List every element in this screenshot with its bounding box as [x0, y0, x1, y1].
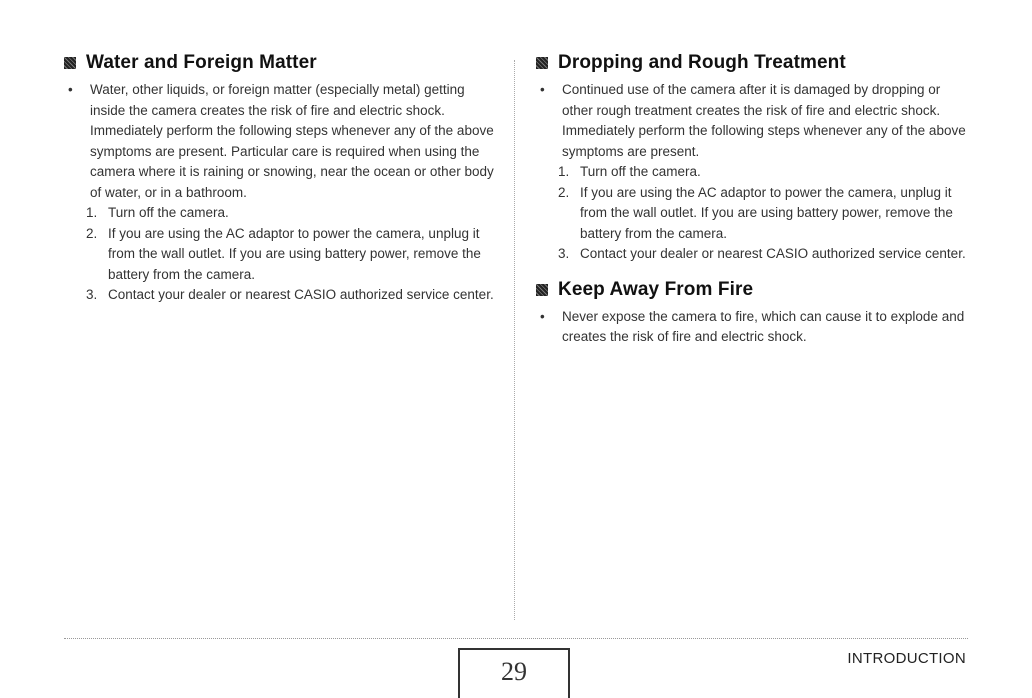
- section-heading-dropping: Dropping and Rough Treatment: [536, 52, 968, 74]
- square-bullet-icon: [536, 57, 548, 69]
- column-divider: [514, 60, 515, 620]
- bullet-text: Never expose the camera to fire, which can cause it to explode and creates the risk of fire and electric shock.: [562, 308, 965, 344]
- section-label: INTRODUCTION: [847, 650, 966, 667]
- section-heading-fire: Keep Away From Fire: [536, 279, 968, 301]
- bullet-text: Continued use of the camera after it is damaged by dropping or other rough treatment creates the risk of fire and electric shock. Immediately perform the following steps whenever any of the above symptoms are present.: [562, 82, 966, 159]
- step-item: 1. Turn off the camera.: [558, 164, 701, 179]
- bullet-dot-icon: •: [540, 82, 545, 97]
- steps-list: [64, 203, 494, 306]
- bullet-item: [536, 80, 968, 162]
- footer-divider: [64, 638, 968, 639]
- section-heading-water: Water and Foreign Matter: [64, 52, 494, 74]
- bullet-dot-icon: •: [540, 308, 545, 324]
- steps-list: [536, 162, 968, 265]
- square-bullet-icon: [64, 57, 76, 69]
- step-item: 1. Turn off the camera.: [86, 205, 229, 220]
- bullet-item: [536, 307, 968, 348]
- step-item: 3. Contact your dealer or nearest CASIO authorized service center.: [86, 287, 494, 302]
- bullet-text: Water, other liquids, or foreign matter (especially metal) getting inside the camera creates the risk of fire and electric shock. Immediately perform the following steps whenever any of the above symptoms are present. Particular care is required when using the camera where it is raining or snowing, near the ocean or other body of water, or in a bathroom.: [90, 82, 494, 200]
- page-number: 29: [458, 648, 570, 698]
- step-item: 2. If you are using the AC adaptor to power the camera, unplug it from the wall outlet. If you are using battery power, remove the battery from the camera.: [558, 184, 953, 241]
- step-item: 2. If you are using the AC adaptor to power the camera, unplug it from the wall outlet. If you are using battery power, remove the battery from the camera.: [86, 225, 481, 282]
- step-item: 3. Contact your dealer or nearest CASIO authorized service center.: [558, 246, 966, 261]
- bullet-item: [64, 80, 494, 203]
- bullet-dot-icon: •: [68, 82, 73, 97]
- left-column: [64, 52, 494, 306]
- square-bullet-icon: [536, 284, 548, 296]
- right-column: [536, 52, 968, 348]
